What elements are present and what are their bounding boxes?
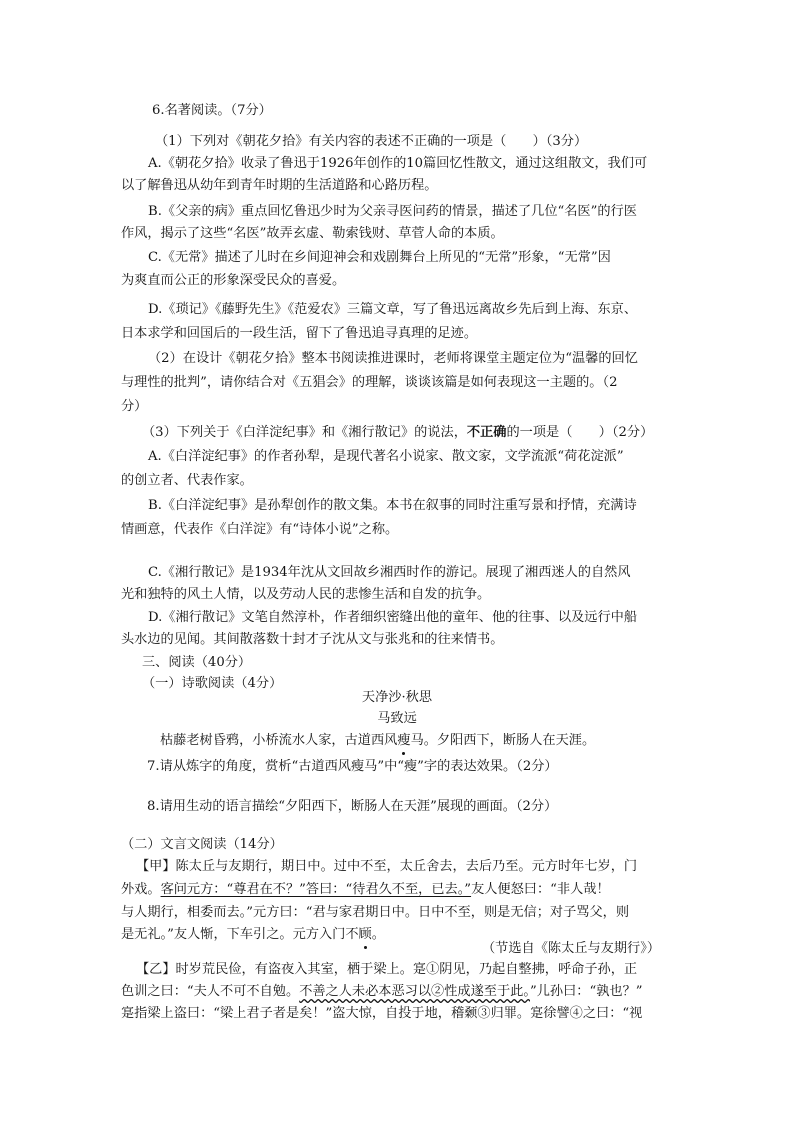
- jia-line2-post: 友人便怒曰：“非人哉！: [471, 882, 610, 897]
- poem-body: [160, 731, 595, 751]
- yi-line2: [121, 982, 643, 1002]
- q6-sub2-line1: （2）在设计《朝花夕拾》整本书阅读推进课时，老师将课堂主题定位为“温馨的回忆: [148, 351, 638, 366]
- q6-option-b-line2: 作风，揭示了这些“名医”故弄玄虚、勒索钱财、草菅人命的本质。: [121, 226, 504, 241]
- q6-option-d-line1: D.《琐记》《藤野先生》《范爱农》三篇文章，写了鲁迅远离故乡先后到上海、东京、: [148, 302, 638, 317]
- section3-title: 三、阅读（40分）: [142, 655, 252, 670]
- jia-line4-post: 。: [371, 927, 385, 942]
- q6-sub2-line2: 与理性的批判”，请你结合对《五猖会》的理解，谈谈该篇是如何表现这一主题的。（2: [121, 375, 618, 390]
- yi-line2-post: ”儿孙曰：“孰也？”: [529, 984, 643, 999]
- jia-source: （节选自《陈太丘与友期行》）: [482, 941, 661, 956]
- q6-option-b-line1: B.《父亲的病》重点回忆鲁迅少时为父亲寻医问药的情景，描述了几位“名医”的行医: [148, 204, 637, 219]
- yi-line1: 【乙】时岁荒民俭，有盗夜入其室，栖于梁上。寔①阴见，乃起自整拂，呼命子孙，正: [136, 962, 638, 977]
- q6-sub3-stem: [142, 423, 653, 443]
- q6-sub3-option-b-line2: 情画意，代表作《白洋淀》有“诗体小说”之称。: [121, 522, 399, 537]
- poem-body-a: 枯藤老树昏鸦，小桥流水人家，古道西风: [160, 733, 398, 748]
- poem-emphasis-char: 瘦: [397, 731, 410, 751]
- yi-line2-pre: 色训之曰：“夫人不可不自勉。: [121, 984, 300, 999]
- jia-line4-pre: 是无礼。”友人惭，下车引之。元方入门不: [121, 927, 359, 942]
- q6-sub3-emphasis: 不正确: [466, 425, 507, 440]
- question-7: 7.请从炼字的角度，赏析“古道西风瘦马”中“瘦”字的表达效果。（2分）: [147, 759, 558, 774]
- jia-line2: [121, 880, 610, 900]
- q6-option-a-line1: A.《朝花夕拾》收录了鲁迅于1926年创作的10篇回忆性散文，通过这组散文，我们可: [148, 156, 648, 171]
- poem-author: 马致远: [377, 711, 417, 726]
- q6-sub3-option-b-line1: B.《白洋淀纪事》是孙犁创作的散文集。本书在叙事的同时注重写景和抒情，充满诗: [148, 498, 637, 513]
- poetry-heading: （一）诗歌阅读（4分）: [142, 676, 283, 691]
- q6-sub3-option-d-line1: D.《湘行散记》文笔自然淳朴，作者细织密缝出他的童年、他的往事、以及远行中船: [148, 610, 638, 625]
- question-8: 8.请用生动的语言描绘“夕阳西下，断肠人在天涯”展现的画面。（2分）: [147, 799, 558, 814]
- q6-title: 6.名著阅读。（7分）: [152, 103, 272, 118]
- q6-option-a-line2: 以了解鲁迅从幼年到青年时期的生活道路和心路历程。: [121, 178, 438, 193]
- q6-sub3-stem-pre: （3）下列关于《白洋淀纪事》和《湘行散记》的说法，: [142, 425, 467, 440]
- poem-title: 天净沙·秋思: [361, 690, 433, 705]
- poem-body-b: 马。夕阳西下，断肠人在天涯。: [410, 733, 596, 748]
- q6-sub3-stem-post: 的一项是（ ）（2分）: [506, 425, 654, 440]
- q6-sub3-option-a-line1: A.《白洋淀纪事》的作者孙犁，是现代著名小说家、散文家，文学流派“荷花淀派”: [148, 449, 624, 464]
- q6-option-d-line2: 日本求学和回国后的一段生活，留下了鲁迅追寻真理的足迹。: [121, 326, 478, 341]
- q6-sub3-option-a-line2: 的创立者、代表作家。: [121, 473, 253, 488]
- q6-sub3-option-d-line2: 头水边的见闻。其间散落数十封才子沈从文与张兆和的往来情书。: [121, 632, 504, 647]
- q6-sub3-option-c-line2: 光和独特的风土人情，以及劳动人民的悲惨生活和自发的抗争。: [121, 587, 491, 602]
- jia-underlined-sentence: 客问元方：“尊君在不？”答曰：“待君久不至，已去。”: [160, 882, 472, 897]
- q6-option-c-line2: 为爽直而公正的形象深受民众的喜爱。: [121, 273, 346, 288]
- yi-wavy-sentence: 不善之人未必本恶习以②性成遂至于此。: [299, 984, 530, 999]
- jia-line3: 与人期行，相委而去。”元方曰：“君与家君期日中。日中不至，则是无信；对子骂父，则: [121, 905, 630, 920]
- yi-line3: 寔指梁上盗曰：“梁上君子者是矣！”盗大惊，自投于地，稽颡③归罪。寔徐譬④之曰：“视: [121, 1006, 643, 1021]
- jia-emphasis-char: 顾: [359, 925, 372, 945]
- q6-sub1-stem: （1）下列对《朝花夕拾》有关内容的表述不正确的一项是（ ）（3分）: [155, 134, 588, 149]
- q6-sub2-line3: 分）: [121, 399, 148, 414]
- q6-sub3-option-c-line1: C.《湘行散记》是1934年沈从文回故乡湘西时作的游记。展现了湘西迷人的自然风: [148, 565, 631, 580]
- classical-heading: （二）文言文阅读（14分）: [121, 837, 283, 852]
- jia-line4: [121, 925, 385, 945]
- jia-line2-pre: 外戏。: [121, 882, 161, 897]
- jia-line1: 【甲】陈太丘与友期行，期日中。过中不至，太丘舍去，去后乃至。元方时年七岁，门: [136, 859, 638, 874]
- q6-option-c-line1: C.《无常》描述了儿时在乡间迎神会和戏剧舞台上所见的“无常”形象，“无常”因: [148, 250, 611, 265]
